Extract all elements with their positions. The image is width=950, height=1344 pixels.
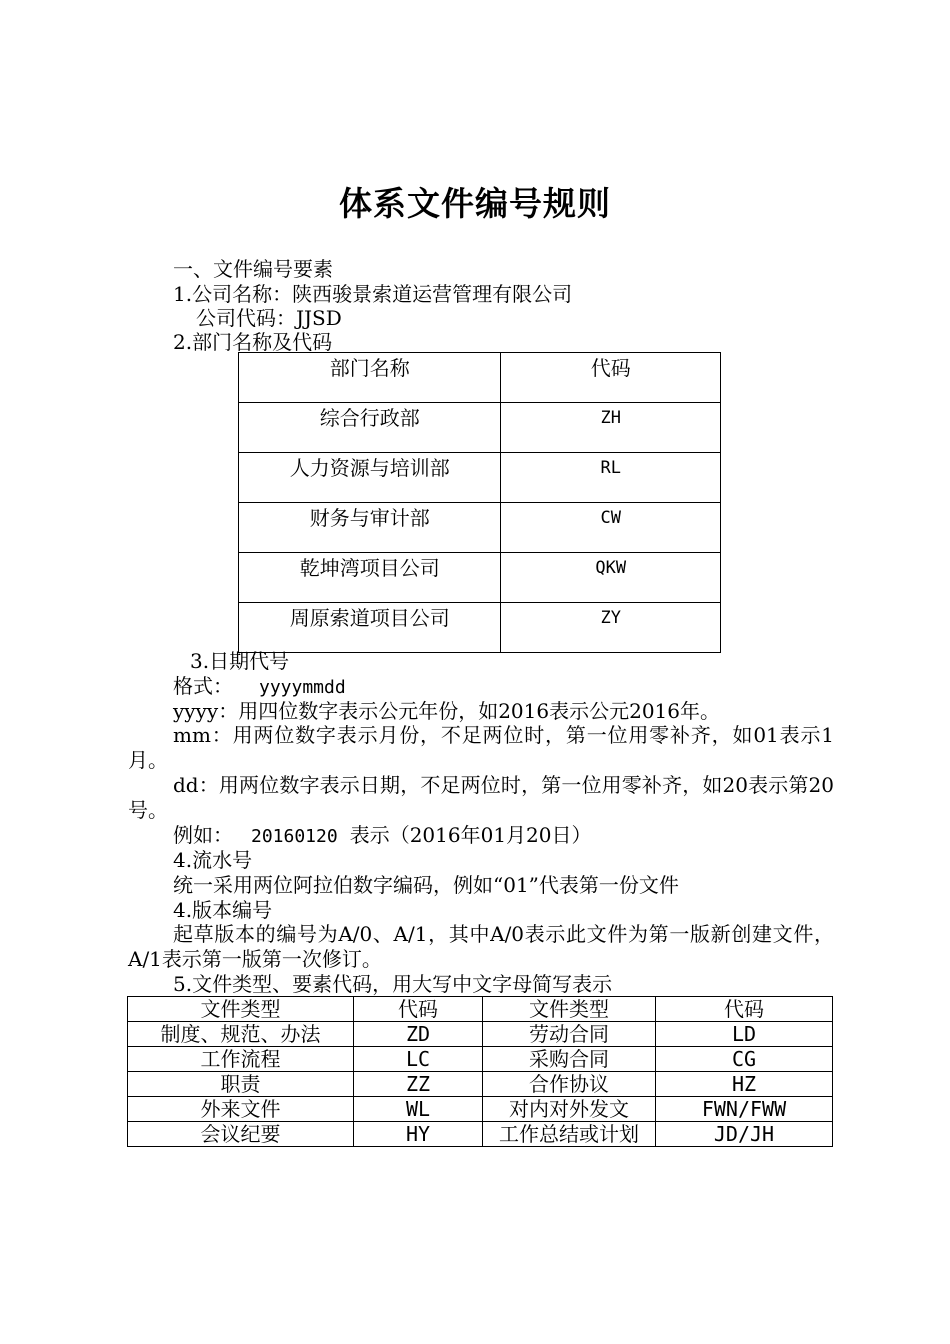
table-row — [128, 1047, 833, 1072]
file-type-cell: 合作协议 — [483, 1072, 656, 1097]
dept-name-cell: 财务与审计部 — [239, 503, 501, 553]
department-table — [238, 352, 721, 653]
dept-code-cell: QKW — [501, 553, 721, 603]
section-heading-elements: 一、文件编号要素 — [173, 257, 333, 281]
table-row — [128, 1072, 833, 1097]
file-type-cell: 工作总结或计划 — [483, 1122, 656, 1147]
table-row — [239, 503, 721, 553]
file-type-table — [127, 996, 833, 1147]
dept-code-cell: CW — [501, 503, 721, 553]
table-row — [239, 403, 721, 453]
code-cell: LD — [656, 1022, 833, 1047]
dept-name-cell: 乾坤湾项目公司 — [239, 553, 501, 603]
file-type-cell: 职责 — [128, 1072, 354, 1097]
header-file-type: 文件类型 — [128, 997, 354, 1022]
file-type-cell: 采购合同 — [483, 1047, 656, 1072]
company-code-line: 公司代码：JJSD — [196, 306, 342, 330]
file-type-cell: 外来文件 — [128, 1097, 354, 1122]
header-dept-code: 代码 — [501, 353, 721, 403]
date-heading: 3.日期代号 — [190, 649, 290, 673]
version-description: 起草版本的编号为A/0、A/1，其中A/0表示此文件为第一版新创建文件，A/1表示第一版第一次修订。 — [128, 922, 834, 971]
department-heading: 2.部门名称及代码 — [173, 330, 333, 354]
code-cell: WL — [354, 1097, 483, 1122]
type-heading: 5.文件类型、要素代码，用大写中文字母简写表示 — [173, 972, 613, 996]
dept-code-cell: ZY — [501, 603, 721, 653]
header-dept-name: 部门名称 — [239, 353, 501, 403]
code-cell: HY — [354, 1122, 483, 1147]
serial-description: 统一采用两位阿拉伯数字编码，例如“01”代表第一份文件 — [173, 873, 679, 897]
date-format-line — [173, 673, 346, 701]
company-name-line: 1.公司名称：陕西骏景索道运营管理有限公司 — [173, 282, 573, 306]
dept-name-cell: 综合行政部 — [239, 403, 501, 453]
code-cell: LC — [354, 1047, 483, 1072]
file-type-cell: 劳动合同 — [483, 1022, 656, 1047]
header-file-type: 文件类型 — [483, 997, 656, 1022]
example-value: 20160120 — [251, 826, 338, 847]
table-row — [128, 1097, 833, 1122]
dept-name-cell: 人力资源与培训部 — [239, 453, 501, 503]
example-desc: 表示（2016年01月20日） — [349, 823, 592, 847]
file-type-cell: 会议纪要 — [128, 1122, 354, 1147]
yyyy-description: yyyy：用四位数字表示公元年份，如2016表示公元2016年。 — [173, 699, 720, 723]
table-row — [128, 1122, 833, 1147]
dept-name-cell: 周原索道项目公司 — [239, 603, 501, 653]
table-row — [239, 603, 721, 653]
table-header-row — [128, 997, 833, 1022]
file-type-cell: 工作流程 — [128, 1047, 354, 1072]
example-label: 例如： — [173, 823, 233, 847]
serial-heading: 4.流水号 — [173, 848, 253, 872]
page-title: 体系文件编号规则 — [339, 184, 611, 223]
dept-code-cell: ZH — [501, 403, 721, 453]
code-cell: FWN/FWW — [656, 1097, 833, 1122]
mm-description: mm：用两位数字表示月份，不足两位时，第一位用零补齐，如01表示1月。 — [128, 723, 834, 772]
file-type-cell: 对内对外发文 — [483, 1097, 656, 1122]
table-row — [239, 453, 721, 503]
version-heading: 4.版本编号 — [173, 898, 273, 922]
code-cell: CG — [656, 1047, 833, 1072]
header-code: 代码 — [354, 997, 483, 1022]
code-cell: ZZ — [354, 1072, 483, 1097]
date-format-label: 格式： — [173, 674, 233, 698]
code-cell: HZ — [656, 1072, 833, 1097]
code-cell: ZD — [354, 1022, 483, 1047]
code-cell: JD/JH — [656, 1122, 833, 1147]
dd-description: dd：用两位数字表示日期，不足两位时，第一位用零补齐，如20表示第20号。 — [128, 773, 834, 822]
table-row — [128, 1022, 833, 1047]
header-code: 代码 — [656, 997, 833, 1022]
example-line — [173, 822, 592, 850]
date-format-value: yyyymmdd — [259, 677, 346, 698]
dept-code-cell: RL — [501, 453, 721, 503]
table-header-row — [239, 353, 721, 403]
table-row — [239, 553, 721, 603]
file-type-cell: 制度、规范、办法 — [128, 1022, 354, 1047]
